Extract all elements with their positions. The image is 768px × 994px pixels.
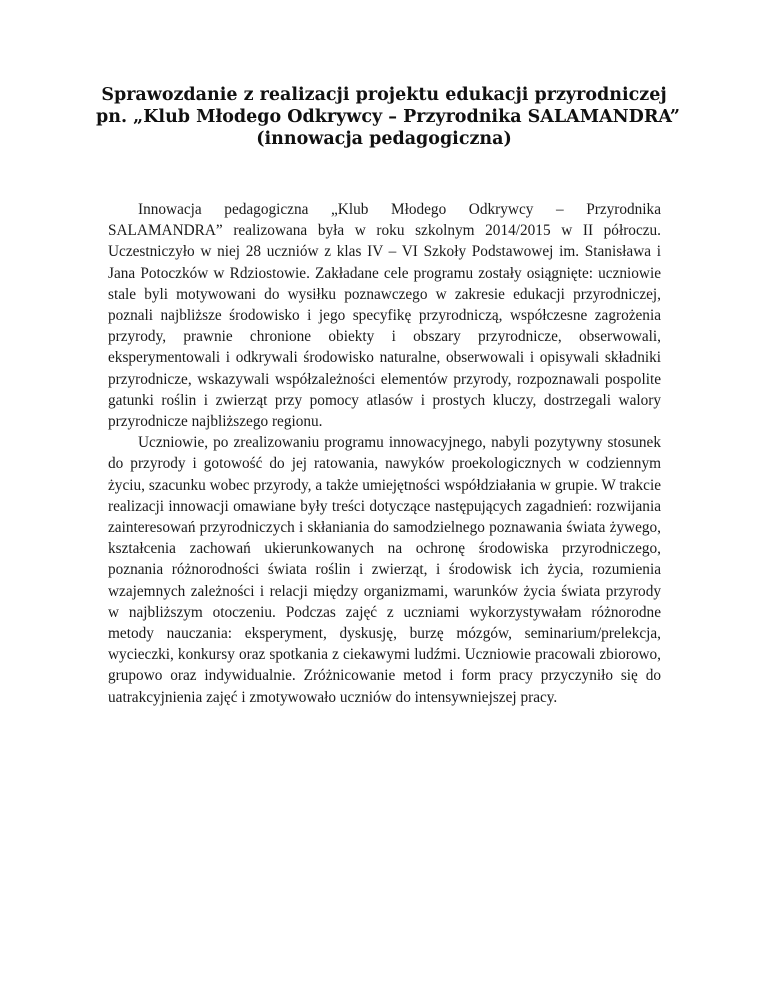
title-line-1: Sprawozdanie z realizacji projektu edukacji przyrodniczej (101, 85, 667, 105)
title-line-2: pn. „Klub Młodego Odkrywcy – Przyrodnika SALAMANDRA” (96, 107, 680, 127)
document-title (96, 84, 680, 150)
document-body (108, 199, 661, 708)
paragraph-2: Uczniowie, po zrealizowaniu programu innowacyjnego, nabyli pozytywny stosunek do przyrody i gotowość do jej ratowania, nawyków proekologicznych w codziennym życiu, szacunku wobec przyrody, a także umiejętności współdziałania w grupie. W trakcie realizacji innowacji omawiane były treści dotyczące następujących zagadnień: rozwijania zainteresowań przyrodniczych i skłaniania do samodzielnego poznawania świata żywego, kształcenia zachowań ukierunkowanych na ochronę środowiska przyrodniczego, poznania różnorodności świata roślin i zwierząt, i środowisk ich życia, rozumienia wzajemnych zależności i relacji między organizmami, warunków życia świata przyrody w najbliższym otoczeniu. Podczas zajęć z uczniami wykorzystywałam różnorodne metody nauczania: eksperyment, dyskusję, burzę mózgów, seminarium/prelekcja, wycieczki, konkursy oraz spotkania z ciekawymi ludźmi. Uczniowie pracowali zbiorowo, grupowo oraz indywidualnie. Zróżnicowanie metod i form pracy przyczyniło się do uatrakcyjnienia zajęć i zmotywowało uczniów do intensywniejszej pracy. (108, 434, 661, 706)
paragraph-1: Innowacja pedagogiczna „Klub Młodego Odkrywcy – Przyrodnika SALAMANDRA” realizowana była w roku szkolnym 2014/2015 w II półroczu. Uczestniczyło w niej 28 uczniów z klas IV – VI Szkoły Podstawowej im. Stanisława i Jana Potoczków w Rdziostowie. Zakładane cele programu zostały osiągnięte: uczniowie stale byli motywowani do wysiłku poznawczego w zakresie edukacji przyrodniczej, poznali najbliższe środowisko i jego specyfikę przyrodniczą, współczesne zagrożenia przyrody, prawnie chronione obiekty i obszary przyrodnicze, obserwowali, eksperymentowali i odkrywali środowisko naturalne, obserwowali i opisywali składniki przyrodnicze, wskazywali współzależności elementów przyrody, rozpoznawali pospolite gatunki roślin i zwierząt przy pomocy atlasów i prostych kluczy, dostrzegali walory przyrodnicze najbliższego regionu. (108, 201, 661, 431)
title-line-3: (innowacja pedagogiczna) (256, 129, 512, 149)
